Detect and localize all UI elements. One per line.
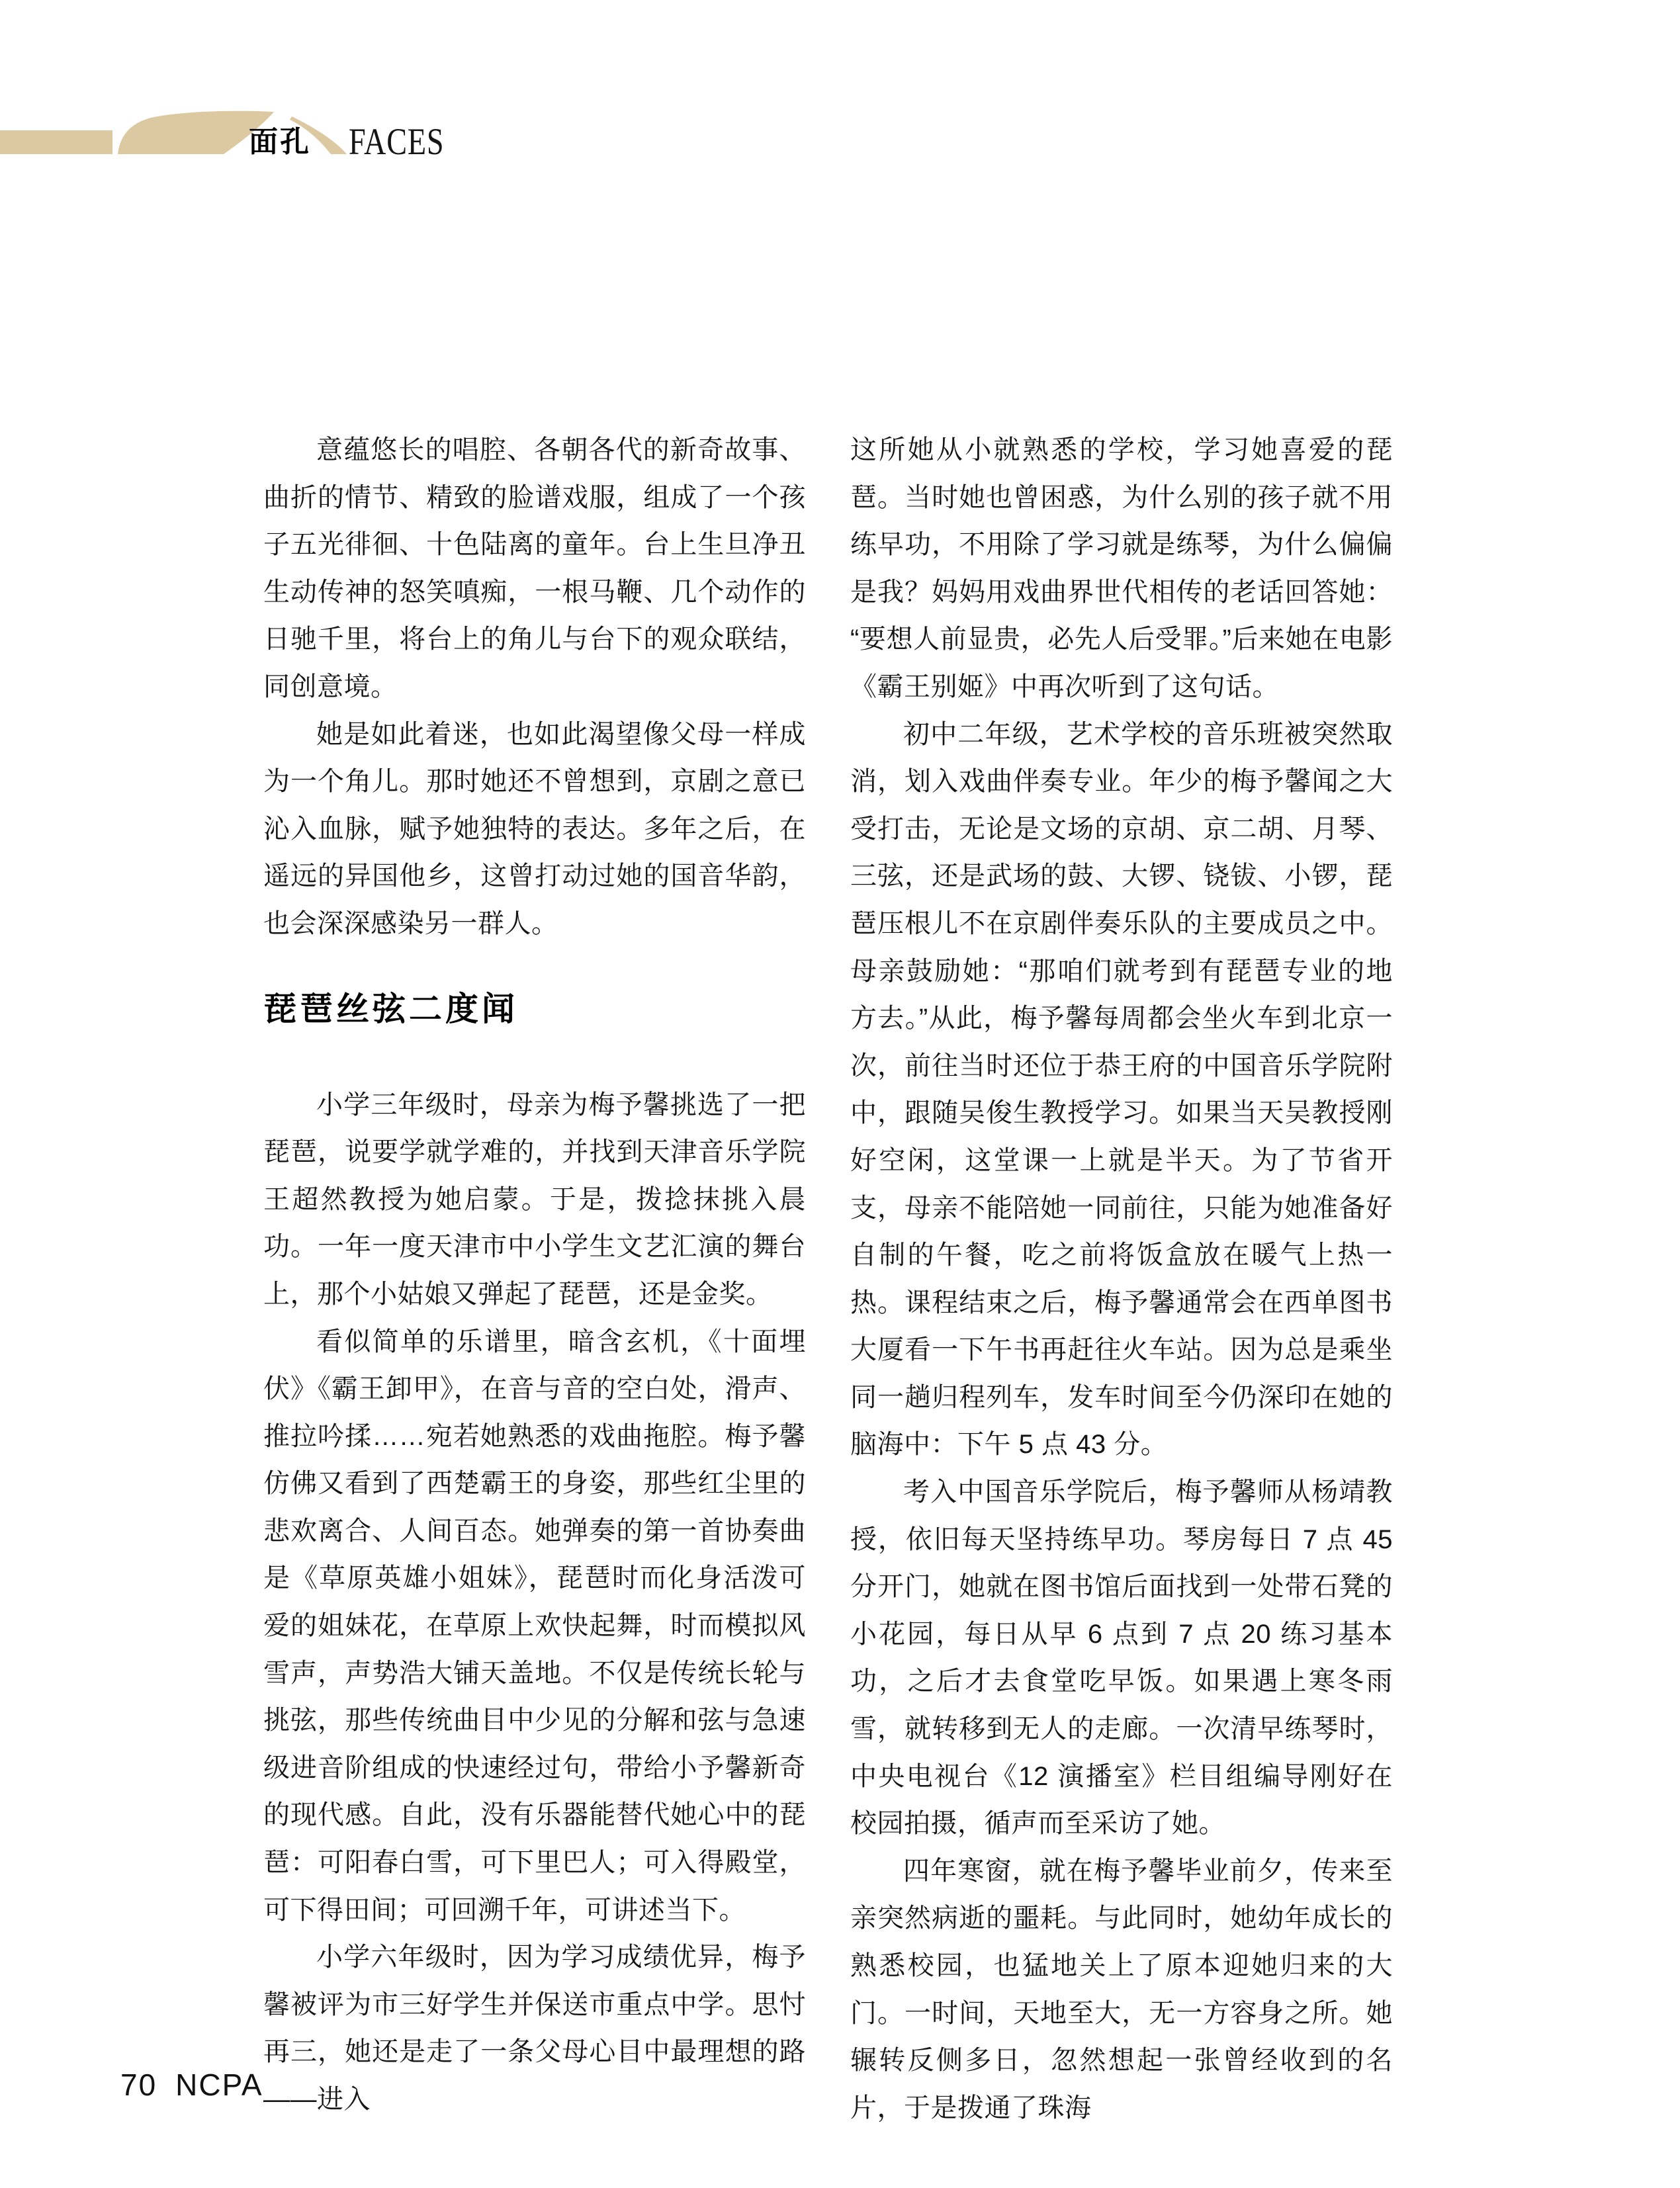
section-title-chinese: 面孔 (249, 126, 311, 158)
body-paragraph: 四年寒窗，就在梅予馨毕业前夕，传来至亲突然病逝的噩耗。与此同时，她幼年成长的熟悉校园，也猛地关上了原本迎她归来的大门。一时间，天地至大，无一方容身之所。她辗转反侧多日，忽然想起一张曾经收到的名片，于是拨通了珠海 (850, 1856, 1393, 2122)
body-paragraph: 初中二年级，艺术学校的音乐班被突然取消，划入戏曲伴奏专业。年少的梅予馨闻之大受打击，无论是文场的京胡、京二胡、月琴、三弦，还是武场的鼓、大锣、铙钹、小锣，琵琶压根儿不在京剧伴奏乐队的主要成员之中。母亲鼓励她：“那咱们就考到有琵琶专业的地方去。”从此，梅予馨每周都会坐火车到北京一次，前往当时还位于恭王府的中国音乐学院附中，跟随吴俊生教授学习。如果当天吴教授刚好空闲，这堂课一上就是半天。为了节省开支，母亲不能陪她一同前往，只能为她准备好自制的午餐，吃之前将饭盒放在暖气上热一热。课程结束之后，梅予馨通常会在西单图书大厦看一下午书再赶往火车站。因为总是乘坐同一趟归程列车，发车时间至今仍深印在她的脑海中：下午 5 点 43 分。 (850, 719, 1393, 1460)
body-paragraph: 看似简单的乐谱里，暗含玄机，《十面埋伏》《霸王卸甲》，在音与音的空白处，滑声、推拉吟揉……宛若她熟悉的戏曲拖腔。梅予馨仿佛又看到了西楚霸王的身姿，那些红尘里的悲欢离合、人间百态。她弹奏的第一首协奏曲是《草原英雄小姐妹》，琵琶时而化身活泼可爱的姐妹花，在草原上欢快起舞，时而模拟风雪声，声势浩大铺天盖地。不仅是传统长轮与挑弦，那些传统曲目中少见的分解和弦与急速级进音阶组成的快速经过句，带给小予馨新奇的现代感。自此，没有乐器能替代她心中的琵琶：可阳春白雪，可下里巴人；可入得殿堂，可下得田间；可回溯千年，可讲述当下。 (263, 1327, 806, 1925)
header-bar-shape (0, 130, 112, 154)
body-paragraph: 意蕴悠长的唱腔、各朝各代的新奇故事、曲折的情节、精致的脸谱戏服，组成了一个孩子五光徘徊、十色陆离的童年。台上生旦净丑生动传神的怒笑嗔痴，一根马鞭、几个动作的日驰千里，将台上的角儿与台下的观众联结，同创意境。 (263, 435, 806, 701)
article-column-right (850, 427, 1393, 2132)
article-column-left (263, 427, 806, 2124)
page-number: 70 (120, 2068, 157, 2102)
body-paragraph-continuation: 这所她从小就熟悉的学校，学习她喜爱的琵琶。当时她也曾困惑，为什么别的孩子就不用练早功，不用除了学习就是练琴，为什么偏偏是我？妈妈用戏曲界世代相传的老话回答她：“要想人前显贵，必先人后受罪。”后来她在电影《霸王别姬》中再次听到了这句话。 (850, 435, 1393, 701)
page-footer (120, 2070, 263, 2100)
body-paragraph: 小学六年级时，因为学习成绩优异，梅予馨被评为市三好学生并保送市重点中学。思忖再三，她还是走了一条父母心目中最理想的路——进入 (263, 1943, 806, 2114)
body-paragraph: 小学三年级时，母亲为梅予馨挑选了一把琵琶，说要学就学难的，并找到天津音乐学院王超然教授为她启蒙。于是，拨捻抹挑入晨功。一年一度天津市中小学生文艺汇演的舞台上，那个小姑娘又弹起了琵琶，还是金奖。 (263, 1090, 806, 1309)
body-paragraph: 考入中国音乐学院后，梅予馨师从杨靖教授，依旧每天坚持练早功。琴房每日 7 点 45 分开门，她就在图书馆后面找到一处带石凳的小花园，每日从早 6 点到 7 点 20 练习基本功，之后才去食堂吃早饭。如果遇上寒冬雨雪，就转移到无人的走廊。一次清早练琴时，中央电视台《12 演播室》栏目组编导刚好在校园拍摄，循声而至采访了她。 (850, 1477, 1393, 1839)
section-title-english: FACES (349, 121, 445, 163)
section-heading: 琵琶丝弦二度闻 (263, 990, 518, 1028)
brand-label: NCPA (175, 2068, 263, 2102)
body-paragraph: 她是如此着迷，也如此渴望像父母一样成为一个角儿。那时她还不曾想到，京剧之意已沁入血脉，赋予她独特的表达。多年之后，在遥远的异国他乡，这曾打动过她的国音华韵，也会深深感染另一群人。 (263, 719, 806, 938)
